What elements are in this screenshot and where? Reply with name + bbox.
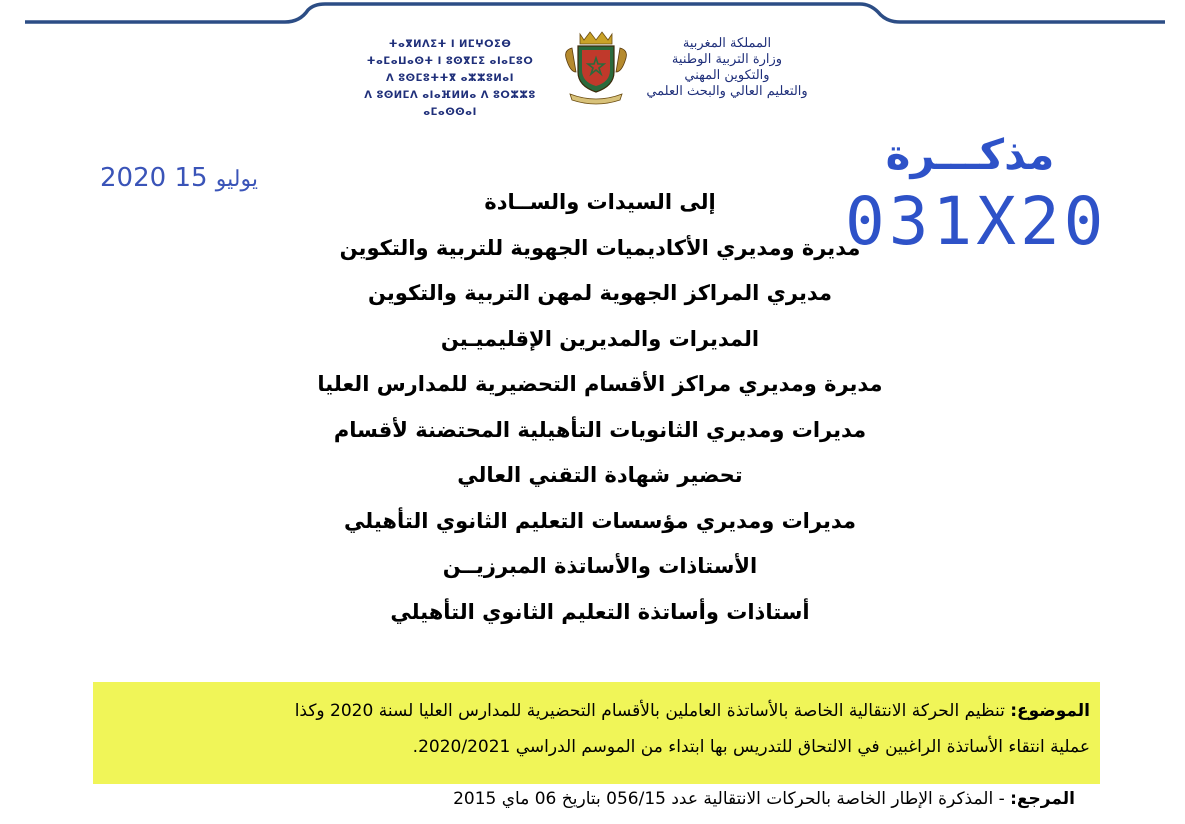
- coat-of-arms-icon: [560, 28, 632, 108]
- addressee-list: [200, 180, 1000, 635]
- addressee-line: تحضير شهادة التقني العالي: [457, 463, 743, 487]
- addressee-line: إلى السيدات والســادة: [484, 190, 716, 214]
- ministry-header-arabic: [632, 36, 822, 100]
- memo-stamp-label: مذكـــرة: [885, 130, 1055, 179]
- addressee-line: أستاذات وأساتذة التعليم الثانوي التأهيلي: [390, 599, 810, 624]
- addressee-line: المديرات والمديرين الإقليميـين: [440, 326, 760, 351]
- addressee-line: مديرة ومديري مراكز الأقسام التحضيرية للمدارس العليا: [317, 372, 883, 396]
- reference-text: - المذكرة الإطار الخاصة بالحركات الانتقالية عدد 056/15 بتاريخ 06 ماي 2015: [453, 789, 1005, 809]
- ministry-line: ⴷ ⵓⵙⵎⵓⵜⵜⴳ ⴰⵣⵣⵓⵍⴰⵏ: [386, 73, 514, 84]
- ministry-line: المملكة المغربية: [682, 36, 772, 51]
- reference-block: [100, 782, 1075, 816]
- subject-line-1: [100, 693, 1090, 729]
- subject-text-1: تنظيم الحركة الانتقالية الخاصة بالأساتذة العاملين بالأقسام التحضيرية للمدارس العليا لسنة 2020 وكذا: [294, 701, 1005, 721]
- reference-label: المرجع:: [1010, 789, 1075, 809]
- ministry-line: وزارة التربية الوطنية: [671, 52, 783, 67]
- ministry-line: والتكوين المهني: [684, 68, 770, 83]
- subject-label: الموضوع:: [1010, 701, 1090, 721]
- addressee-line: مديرة ومديري الأكاديميات الجهوية للتربية والتكوين: [339, 235, 861, 260]
- ministry-line: ⴷ ⵓⵙⵍⵎⴷ ⴰⵏⴰⴼⵍⵍⴰ ⴷ ⵓⵔⵣⵣⵓ ⴰⵎⴰⵙⵙⴰⵏ: [364, 90, 536, 118]
- ministry-line: والتعليم العالي والبحث العلمي: [646, 84, 808, 99]
- subject-block: [100, 693, 1090, 765]
- ministry-header-tifinagh: [345, 36, 555, 121]
- addressee-line: الأستاذات والأساتذة المبرزيــن: [442, 554, 758, 578]
- ministry-line: ⵜⴰⴳⵍⴷⵉⵜ ⵏ ⵍⵎⵖⵔⵉⴱ: [388, 39, 512, 50]
- date-day: 15: [174, 163, 208, 193]
- addressee-line: مديرات ومديري مؤسسات التعليم الثانوي التأهيلي: [344, 508, 856, 533]
- ministry-line: ⵜⴰⵎⴰⵡⴰⵙⵜ ⵏ ⵓⵙⴳⵎⵉ ⴰⵏⴰⵎⵓⵔ: [366, 56, 534, 67]
- date-month: يوليو: [215, 167, 258, 192]
- subject-line-2: عملية انتقاء الأساتذة الراغبين في الالتحاق للتدريس بها ابتداء من الموسم الدراسي 2020/2021.: [412, 737, 1090, 757]
- addressee-line: مديري المراكز الجهوية لمهن التربية والتكوين: [368, 281, 832, 305]
- date-year: 2020: [100, 163, 167, 193]
- addressee-line: مديرات ومديري الثانويات التأهيلية المحتضنة لأقسام: [333, 417, 867, 442]
- memo-stamp-number: 031X20: [845, 183, 1108, 260]
